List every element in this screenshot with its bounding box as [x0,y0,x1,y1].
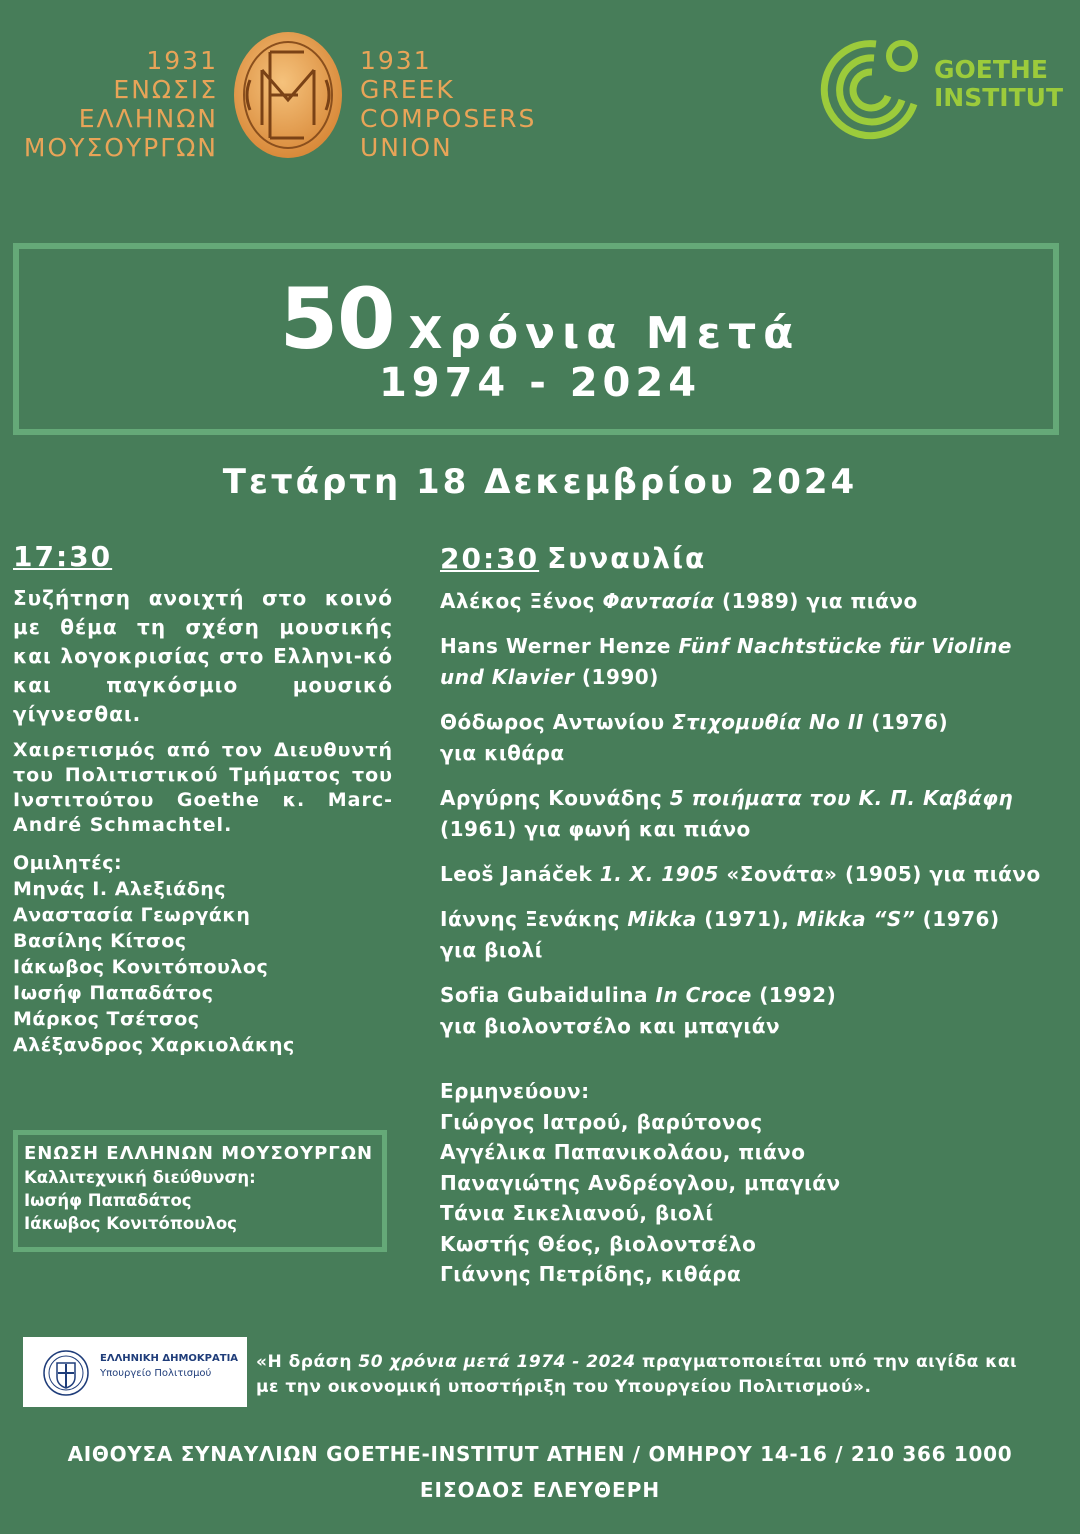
list-item: Ιωσήφ Παπαδάτος [13,982,214,1004]
list-item: Αργύρης Κουνάδης 5 ποιήματα του Κ. Π. Καβάφη (1961) για φωνή και πιάνο [440,786,1014,841]
concert-program [440,586,1070,1056]
union-name-greek: 1931 ΕΝΩΣΙΣ ΕΛΛΗΝΩΝ ΜΟΥΣΟΥΡΓΩΝ [23,46,218,162]
discussion-description: Συζήτηση ανοιχτή στο κοινό με θέμα τη σχέση μουσικής και λογοκρισίας στο Ελληνι-κό και παγκόσμιο μουσικό γίγνεσθαι. [13,586,393,726]
concert-heading [440,542,706,575]
list-item: Αλέκος Ξένος Φαντασία (1989) για πιάνο [440,589,918,613]
list-item: Hans Werner Henze Fünf Nachtstücke für Violine und Klavier (1990) [440,634,1012,689]
org-title: ΕΝΩΣΗ ΕΛΛΗΝΩΝ ΜΟΥΣΟΥΡΓΩΝ [24,1143,374,1164]
list-item: Τάνια Σικελιανού, βιολί [440,1201,714,1225]
performers-list [440,1076,1060,1290]
list-item: Μάρκος Τσέτσος [13,1008,200,1030]
performers-label: Ερμηνεύουν: [440,1079,590,1103]
speakers-label: Ομιλητές: [13,852,123,874]
concert-time: 20:30 [440,542,540,575]
event-title [0,270,1080,368]
list-item: Leoš Janáček 1. X. 1905 «Σονάτα» (1905) για πιάνο [440,862,1041,886]
list-item: Θόδωρος Αντωνίου Στιχομυθία No II (1976) για κιθάρα [440,710,949,765]
org-label: Καλλιτεχνική διεύθυνση: [24,1168,256,1187]
list-item: Γιάννης Πετρίδης, κιθάρα [440,1262,742,1286]
discussion-time: 17:30 [13,540,113,573]
list-item: Αναστασία Γεωργάκη [13,904,251,926]
artistic-direction-content [24,1142,384,1235]
speakers-list [13,850,403,1058]
venue-info: ΑΙΘΟΥΣΑ ΣΥΝΑΥΛΙΩΝ GOETHE-INSTITUT ATHEN / ΟΜΗΡΟΥ 14-16 / 210 366 1000 [67,1442,1013,1466]
concert-label: Συναυλία [547,542,707,575]
ministry-note: «Η δράση 50 χρόνια μετά 1974 - 2024 πραγματοποιείται υπό την αιγίδα και με την οικονομική υποστήριξη του Υπουργείου Πολιτισμού». [256,1352,1018,1397]
goethe-wordmark: GOETHE INSTITUT [934,55,1063,112]
list-item: Αγγέλικα Παπανικολάου, πιάνο [440,1140,806,1164]
list-item: Παναγιώτης Ανδρέογλου, μπαγιάν [440,1170,841,1195]
title-words: Χρόνια Μετά [408,308,801,359]
ministry-subtitle: Υπουργείο Πολιτισμού [100,1368,212,1379]
greeting-text: Χαιρετισμός από τον Διευθυντή του Πολιτιστικού Τμήματος του Ινστιτούτου Goethe κ. Marc-André Schmachtel. [13,739,393,836]
event-date: Τετάρτη 18 Δεκεμβρίου 2024 [222,462,858,502]
list-item: Ιάκωβος Κονιτόπουλος [13,956,269,978]
goethe-logo-icon [816,36,922,142]
union-seal-icon [232,30,344,160]
list-item: Μηνάς Ι. Αλεξιάδης [13,878,227,900]
title-number: 50 [279,270,395,368]
ministry-name: ΕΛΛΗΝΙΚΗ ΔΗΜΟΚΡΑΤΙΑ [100,1353,239,1364]
list-item: Ιωσήφ Παπαδάτος [24,1191,192,1210]
union-name-english: 1931 GREEK COMPOSERS UNION [360,46,537,162]
title-years: 1974 - 2024 [378,360,702,406]
list-item: Sofia Gubaidulina In Croce (1992) για βιολοντσέλο και μπαγιάν [440,983,837,1038]
list-item: Αλέξανδρος Χαρκιολάκης [13,1034,295,1056]
list-item: Κωστής Θέος, βιολοντσέλο [440,1231,757,1256]
list-item: Ιάννης Ξενάκης Mikka (1971), Mikka “S” (1976) για βιολί [440,907,1000,962]
list-item: Βασίλης Κίτσος [13,930,187,952]
list-item: Γιώργος Ιατρού, βαρύτονος [440,1109,763,1134]
free-entry-note: ΕΙΣΟΔΟΣ ΕΛΕΥΘΕΡΗ [419,1478,661,1502]
greek-coat-of-arms-icon [42,1349,90,1397]
list-item: Ιάκωβος Κονιτόπουλος [24,1214,237,1233]
